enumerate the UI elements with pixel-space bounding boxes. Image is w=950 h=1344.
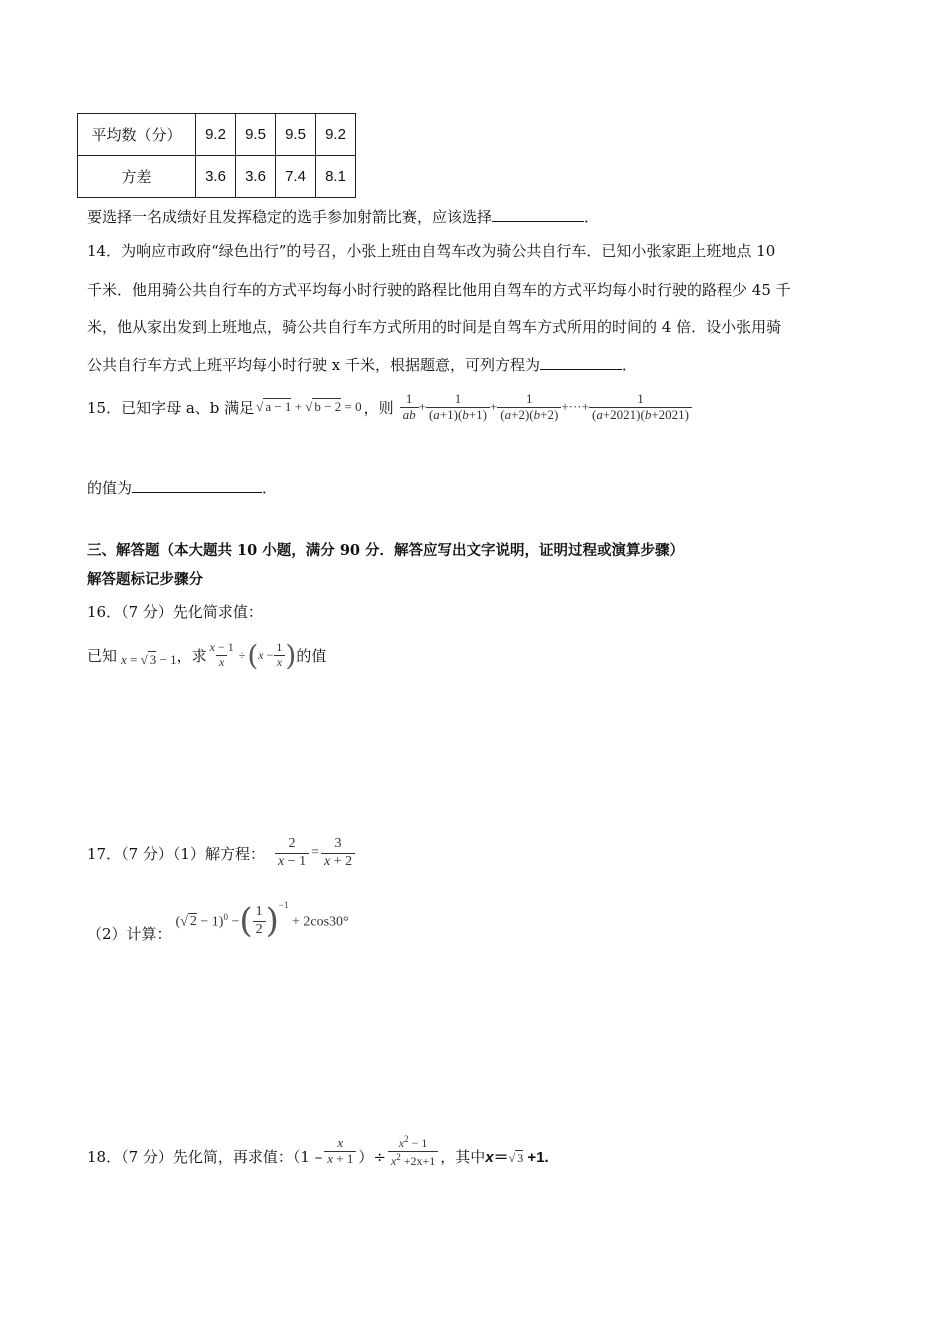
- q15-term-1: $\frac{1}{ab}$: [400, 392, 419, 423]
- q13-sentence: 要选择一名成绩好且发挥稳定的选手参加射箭比赛，应该选择: [87, 208, 493, 226]
- q14-line-2: 千米．他用骑公共自行车的方式平均每小时行驶的路程比他用自驾车的方式平均每小时行驶的路程少 45 千: [87, 281, 791, 299]
- q17-lhs: $\frac{2}{x - 1}$: [275, 836, 309, 869]
- q15-tail: 的值为 ．: [87, 476, 277, 498]
- table-cell: 方差: [78, 156, 196, 198]
- q15-then: ，则: [363, 398, 394, 417]
- q14-line-4-text: 公共自行车方式上班平均每小时行驶 x 千米，根据题意，可列方程为: [87, 356, 540, 374]
- table-cell: 3.6: [236, 156, 276, 198]
- table-cell: 8.1: [316, 156, 356, 198]
- q16-title: 16．（7 分）先化简求值：: [87, 603, 263, 621]
- q15-tail-text: 的值为: [87, 479, 133, 497]
- q15-term-last: $\frac{1}{(a+2021)(b+2021)}$: [589, 392, 692, 423]
- q16-body: 已知 x = √ 3 − 1 ，求 $\frac{x - 1}{x}$ ÷ ( x − $\frac{1}{x}$ ) 的值: [87, 638, 327, 672]
- section-heading: 三、解答题（本大题共 10 小题，满分 90 分．解答应写出文字说明，证明过程或演算步骤）: [87, 542, 685, 559]
- q17-expr-b: $^{-1}$ + 2cos30°: [278, 899, 349, 930]
- q17-part-1: 17．（7 分）（1）解方程： $\frac{2}{x - 1}$ = $\frac{3}{x + 2}$: [87, 830, 355, 876]
- answer-blank: [132, 476, 262, 493]
- q17-part-1-label: 17．（7 分）（1）解方程：: [87, 844, 265, 863]
- table-cell: 9.2: [196, 114, 236, 156]
- q15-term-3: $\frac{1}{(a+2)(b+2)}$: [497, 392, 561, 423]
- q16-given: 已知: [87, 646, 118, 665]
- q18-line: 18．（7 分）先化简，再求值：（1 – $\frac{x}{x + 1}$ ）÷ $\frac{x^2 - 1}{x^2 +2x+1}$ ，其中 x＝√ 3 +1.: [87, 1133, 549, 1168]
- answer-blank: [540, 353, 622, 370]
- q17-part-2: （2）计算： (√ 2 − 1)$^0$ − ( $\frac{1}{2}$ ) $^{-1}$ + 2cos30°: [87, 899, 349, 943]
- q15-term-2: $\frac{1}{(a+1)(b+1)}$: [426, 392, 490, 423]
- table-row: [78, 156, 356, 198]
- table-cell: 9.2: [316, 114, 356, 156]
- table-cell: 9.5: [276, 114, 316, 156]
- q16-suffix: 的值: [296, 646, 327, 665]
- q14-line-1: 14．为响应市政府“绿色出行”的号召，小张上班由自驾车改为骑公共自行车．已知小张家距上班地点 10: [87, 242, 776, 260]
- q14-line-4: 公共自行车方式上班平均每小时行驶 x 千米，根据题意，可列方程为 ．: [87, 353, 637, 375]
- q15-line: 15．已知字母 a、b 满足 √ a − 1 + √ b − 2 = 0 ，则 $\frac{1}{ab}$ + $\frac{1}{(a+1)(b+1)}$ + $\frac{1}{(a+2)(b+2)}$ +···+ $\frac{1}{(a+2021)(b+2021)}$: [87, 384, 692, 430]
- q16-inner-fraction: $\frac{1}{x}$: [273, 641, 285, 670]
- q16-fraction: $\frac{x - 1}{x}$: [209, 639, 234, 669]
- table-cell: 7.4: [276, 156, 316, 198]
- q18-fraction-2: $\frac{x^2 - 1}{x^2 +2x+1}$: [388, 1134, 438, 1169]
- table-row: [78, 114, 356, 156]
- q17-half: $\frac{1}{2}$: [253, 904, 266, 937]
- q18-where: ，其中: [440, 1147, 486, 1166]
- score-table: [77, 113, 356, 198]
- answer-blank: [492, 205, 584, 222]
- section-subheading: 解答题标记步骤分: [87, 571, 203, 588]
- q16-ask: ，求: [176, 646, 207, 665]
- table-cell: 9.5: [236, 114, 276, 156]
- q13-text: 要选择一名成绩好且发挥稳定的选手参加射箭比赛，应该选择 ．: [87, 205, 599, 227]
- q17-rhs: $\frac{3}{x + 2}$: [321, 836, 355, 869]
- q17-part-2-label: （2）计算：: [87, 924, 172, 943]
- q18-fraction-1: $\frac{x}{x + 1}$: [324, 1136, 356, 1167]
- q16-x-value: x = √ 3 − 1: [121, 652, 177, 667]
- q15-condition: √ a − 1 + √ b − 2 = 0: [256, 399, 362, 414]
- q14-line-3: 米，他从家出发到上班地点，骑公共自行车方式所用的时间是自驾车方式所用的时间的 4 倍．设小张用骑: [87, 318, 782, 336]
- table-cell: 3.6: [196, 156, 236, 198]
- q18-label: 18．（7 分）先化简，再求值：（1 –: [87, 1147, 323, 1166]
- q18-value: x＝√ 3 +1.: [485, 1148, 549, 1166]
- table-cell: 平均数（分）: [78, 114, 196, 156]
- q15-prefix: 15．已知字母 a、b 满足: [87, 398, 255, 417]
- q17-expr-a: (√ 2 − 1)$^0$ −: [175, 911, 240, 930]
